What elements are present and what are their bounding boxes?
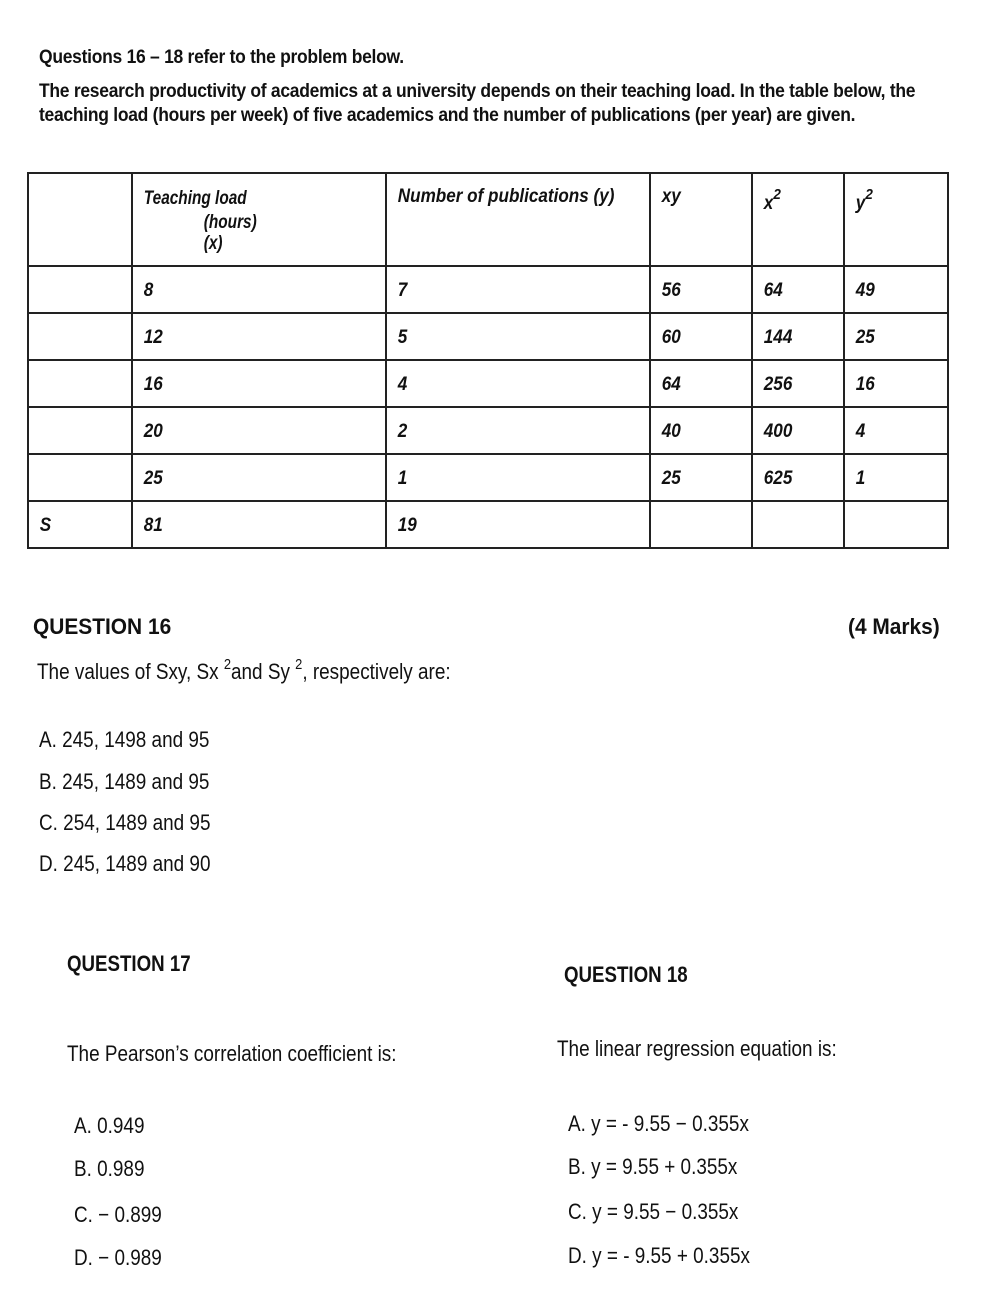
q18-option-d[interactable]: D. y = - 9.55 + 0.355x — [568, 1243, 750, 1268]
cell-y: 2 — [386, 407, 650, 454]
cell-y2: 16 — [844, 360, 948, 407]
cell-y: 5 — [386, 313, 650, 360]
q17-option-a[interactable]: A. 0.949 — [74, 1113, 145, 1138]
cell-x2: 144 — [752, 313, 844, 360]
sum-x2 — [752, 501, 844, 548]
q16-option-a[interactable]: A. 245, 1498 and 95 — [39, 727, 210, 752]
cell-xy: 64 — [650, 360, 752, 407]
table-row — [28, 313, 948, 360]
sum-xy — [650, 501, 752, 548]
cell-y: 4 — [386, 360, 650, 407]
cell-y2: 1 — [844, 454, 948, 501]
table-row — [28, 407, 948, 454]
q16-option-d[interactable]: D. 245, 1489 and 90 — [39, 851, 211, 876]
q18-option-c[interactable]: C. y = 9.55 − 0.355x — [568, 1199, 739, 1224]
cell-y2: 49 — [844, 266, 948, 313]
row-label — [28, 454, 132, 501]
sum-y: 19 — [386, 501, 650, 548]
sum-x: 81 — [132, 501, 386, 548]
intro-text-line1: The research productivity of academics at a university depends on their teaching load. In the table below, the — [39, 81, 916, 102]
cell-x2: 400 — [752, 407, 844, 454]
q17-option-c[interactable]: C. − 0.899 — [74, 1202, 162, 1227]
header-y-squared: $y^2$ — [844, 173, 948, 266]
q17-option-d[interactable]: D. − 0.989 — [74, 1245, 162, 1270]
header-xy: xy — [650, 173, 752, 266]
q18-option-a[interactable]: A. y = - 9.55 − 0.355x — [568, 1111, 749, 1136]
cell-xy: 56 — [650, 266, 752, 313]
cell-xy: 60 — [650, 313, 752, 360]
row-label — [28, 407, 132, 454]
q17-option-b[interactable]: B. 0.989 — [74, 1156, 145, 1181]
cell-xy: 25 — [650, 454, 752, 501]
cell-x2: 64 — [752, 266, 844, 313]
cell-x: 16 — [132, 360, 386, 407]
data-table — [27, 172, 949, 549]
intro-text-line2: teaching load (hours per week) of five academics and the number of publications (per year) are given. — [39, 105, 856, 126]
q18-option-b[interactable]: B. y = 9.55 + 0.355x — [568, 1154, 738, 1179]
cell-y: 7 — [386, 266, 650, 313]
header-x-squared: $x^2$ — [752, 173, 844, 266]
table-row — [28, 454, 948, 501]
row-label — [28, 360, 132, 407]
cell-x: 8 — [132, 266, 386, 313]
intro-heading: Questions 16 – 18 refer to the problem below. — [39, 47, 404, 68]
cell-x: 20 — [132, 407, 386, 454]
q17-title: QUESTION 17 — [67, 951, 191, 976]
q18-title: QUESTION 18 — [564, 962, 688, 987]
table-header-row — [28, 173, 948, 266]
cell-xy: 40 — [650, 407, 752, 454]
header-blank — [28, 173, 132, 266]
cell-x2: 625 — [752, 454, 844, 501]
cell-x2: 256 — [752, 360, 844, 407]
q17-prompt: The Pearson’s correlation coefficient is: — [67, 1041, 397, 1066]
q16-title: QUESTION 16 — [33, 614, 172, 639]
table-row — [28, 360, 948, 407]
sum-label: S — [28, 501, 132, 548]
table-sum-row — [28, 501, 948, 548]
cell-y: 1 — [386, 454, 650, 501]
cell-x: 12 — [132, 313, 386, 360]
header-teaching-load: Teaching load (hours) (x) — [132, 173, 386, 266]
table-row — [28, 266, 948, 313]
cell-x: 25 — [132, 454, 386, 501]
row-label — [28, 266, 132, 313]
header-publications: Number of publications (y) — [386, 173, 650, 266]
q16-prompt: The values of Sxy, Sx $^2$and Sy $^2$, respectively are: — [37, 656, 451, 684]
row-label — [28, 313, 132, 360]
sum-y2 — [844, 501, 948, 548]
q16-marks: (4 Marks) — [848, 614, 940, 639]
cell-y2: 4 — [844, 407, 948, 454]
q16-option-c[interactable]: C. 254, 1489 and 95 — [39, 810, 211, 835]
cell-y2: 25 — [844, 313, 948, 360]
q18-prompt: The linear regression equation is: — [557, 1036, 837, 1061]
q16-option-b[interactable]: B. 245, 1489 and 95 — [39, 769, 210, 794]
